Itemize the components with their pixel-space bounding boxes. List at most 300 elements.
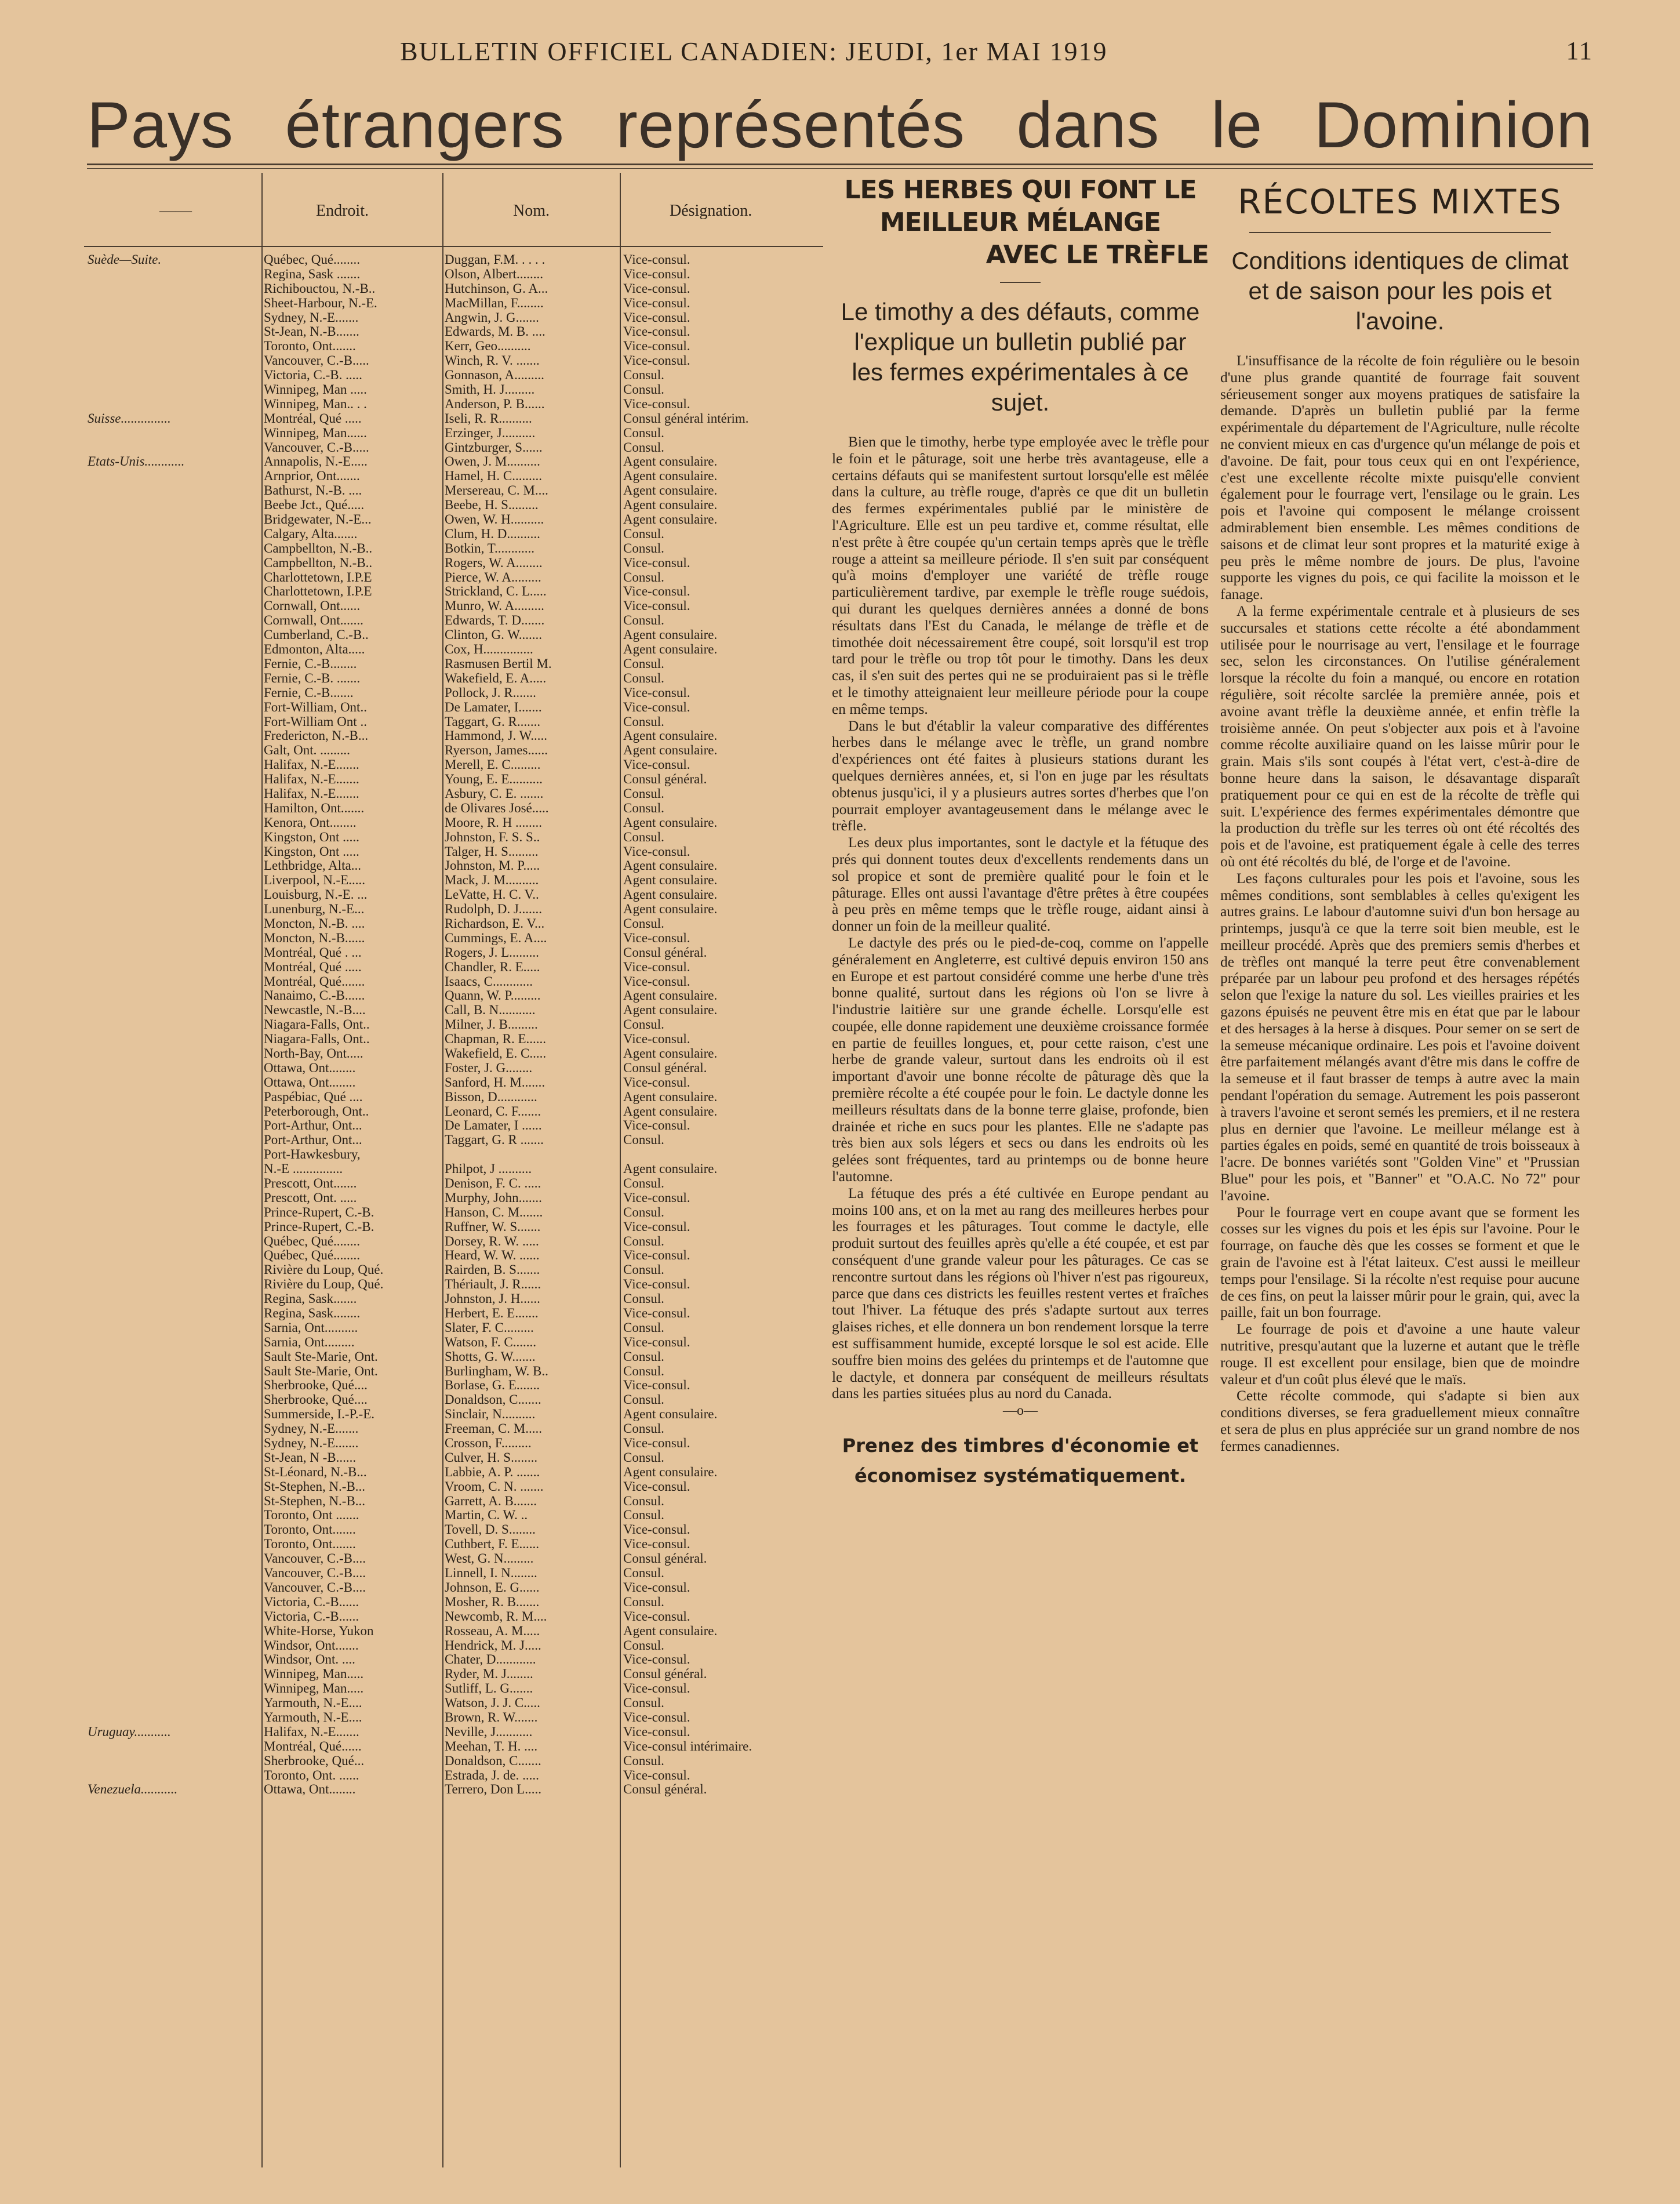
cell-place: St-Stephen, N.-B... (264, 1494, 366, 1508)
cell-name: Hanson, C. M....... (445, 1205, 543, 1219)
cell-role: Agent consulaire. (623, 989, 718, 1003)
cell-name: Tovell, D. S........ (445, 1523, 536, 1537)
cell-name: Talger, H. S......... (445, 844, 539, 859)
cell-place: Sarnia, Ont.......... (264, 1320, 358, 1335)
cell-name: Estrada, J. de. ..... (445, 1768, 539, 1782)
table-row (84, 830, 823, 845)
paragraph: Dans le but d'établir la valeur comparative des différentes herbes dans le mélange avec le trèfle, un grand nombre d'expériences ont été faites à plusieurs stations durant les quelques dernières années, et, si l'on en juge par les résultats obtenus jusqu'ici, il y a plusieurs autres sortes d'herbes que l'on pourrait employer avantageusement dans le mélange avec le trèfle. (832, 717, 1209, 834)
table-row (84, 1494, 823, 1509)
cell-role: Consul. (623, 1133, 664, 1148)
cell-role: Agent consulaire. (623, 873, 718, 888)
cell-role: Consul. (623, 426, 664, 440)
cell-role: Consul. (623, 1234, 664, 1248)
cell-name: Young, E. E.......... (445, 772, 543, 787)
cell-name: De Lamater, I ...... (445, 1119, 542, 1133)
cell-name: Smith, H. J......... (445, 383, 535, 397)
cell-name: Pollock, J. R....... (445, 685, 536, 700)
cell-role: Consul. (623, 1263, 664, 1277)
cell-role: Vice-consul. (623, 685, 690, 700)
cell-place: Windsor, Ont. .... (264, 1653, 355, 1667)
table-row (84, 1782, 823, 1797)
cell-place: Rivière du Loup, Qué. (264, 1263, 384, 1277)
paragraph: Le fourrage de pois et d'avoine a une haute valeur nutritive, presqu'autant que la luzerne et autant que le trèfle rouge. Il est excellent pour ensilage, bien que de moindre valeur et d'un coût plus élevé que le maïs. (1220, 1321, 1580, 1388)
paragraph: Les deux plus importantes, sont le dactyle et la fétuque des prés qui donnent toutes deux d'excellents rendements dans un sol propice et sont de première qualité pour le foin et le pâturage. Elles ont aussi l'avantage d'être prêtes à être coupées à peu près en même temps que le trèfle rouge, aidant ainsi à donner un foin de la meilleur qualité. (832, 834, 1209, 935)
cell-place: Paspébiac, Qué .... (264, 1090, 363, 1104)
cell-name: Pierce, W. A......... (445, 570, 541, 584)
heading-rule (1249, 232, 1551, 233)
table-row (84, 1364, 823, 1379)
cell-place: Calgary, Alta....... (264, 527, 358, 541)
table-row (84, 412, 823, 426)
cell-role: Consul. (623, 440, 664, 455)
cell-place: Winnipeg, Man..... (264, 1682, 364, 1696)
table-row (84, 1061, 823, 1076)
cell-role: Vice-consul. (623, 1306, 690, 1321)
cell-role: Consul général. (623, 1061, 707, 1075)
cell-role: Consul. (623, 383, 664, 397)
cell-place: Sheet-Harbour, N.-E. (264, 296, 377, 310)
table-row (84, 946, 823, 960)
cell-place: Sydney, N.-E....... (264, 310, 359, 325)
cell-name: Mosher, R. B....... (445, 1595, 540, 1609)
cell-place: Kingston, Ont ..... (264, 830, 359, 844)
table-row (84, 1639, 823, 1653)
table-row (84, 1653, 823, 1667)
cell-name: Newcomb, R. M.... (445, 1609, 547, 1624)
cell-place: Vancouver, C.-B.... (264, 1566, 366, 1581)
table-header-rule (84, 246, 823, 247)
cell-place: Galt, Ont. ......... (264, 743, 350, 758)
cell-name: Duggan, F.M. . . . . (445, 253, 546, 267)
cell-name: Johnson, E. G...... (445, 1580, 540, 1595)
table-row (84, 282, 823, 296)
table-row (84, 1248, 823, 1263)
cell-name: Quann, W. P......... (445, 989, 541, 1003)
cell-role: Consul. (623, 613, 664, 628)
cell-place: Regina, Sask ....... (264, 267, 361, 281)
cell-place: Halifax, N.-E....... (264, 772, 359, 787)
table-row (84, 1537, 823, 1552)
table-row (84, 1350, 823, 1364)
cell-place: Montréal, Qué ..... (264, 960, 362, 974)
table-row (84, 1148, 823, 1162)
table-row (84, 1177, 823, 1191)
cell-name: Labbie, A. P. ....... (445, 1465, 540, 1479)
paragraph: La fétuque des prés a été cultivée en Europe pendant au moins 100 ans, et on la met au rang des meilleures herbes pour les fourrages et les pâturages. Tout comme le dactyle, elle produit surtout des feuilles après qu'elle a été coupée, et est par conséquent d'une grande valeur pour les pâturages. Ce cas se rencontre surtout dans les régions où l'hiver n'est pas rigoureux, parce que dans ces districts les feuilles restent vertes et fraîches tout l'hiver. La fétuque des prés s'adapte surtout aux terres glaises riches, et elle donnera un bon rendement lorsque la terre est suffisamment humide, excepté lorsque le sol est acide. Elle souffre bien moins des gelées du printemps et de l'automne que le dactyle, et donnera par conséquent de meilleurs résultats dans les parties situées plus au nord du Canada. (832, 1185, 1209, 1402)
table-row (84, 527, 823, 542)
cell-role: Vice-consul. (623, 584, 690, 599)
table-row (84, 1220, 823, 1234)
cell-role: Agent consulaire. (623, 1090, 718, 1104)
table-row (84, 1566, 823, 1581)
cell-role: Vice-consul. (623, 1378, 690, 1393)
cell-role: Consul. (623, 714, 664, 729)
cell-name: Chapman, R. E...... (445, 1032, 547, 1047)
table-row (84, 354, 823, 368)
table-row (84, 1018, 823, 1032)
cell-place: Ottawa, Ont........ (264, 1061, 356, 1075)
cell-role: Vice-consul. (623, 1436, 690, 1451)
cell-place: Charlottetown, I.P.E (264, 584, 372, 599)
cell-place: Charlottetown, I.P.E (264, 570, 372, 584)
cell-name: Denison, F. C. ..... (445, 1177, 541, 1190)
running-head-title: BULLETIN OFFICIEL CANADIEN: JEUDI, 1er MAI 1919 (400, 37, 1108, 66)
cell-place: Montréal, Qué...... (264, 1739, 362, 1753)
article-herbes (832, 174, 1209, 2169)
cell-name: Linnell, I. N........ (445, 1566, 537, 1581)
table-row (84, 1292, 823, 1306)
cell-name: Cuthbert, F. E...... (445, 1537, 539, 1552)
cell-role: Consul. (623, 368, 664, 383)
cell-place: Prescott, Ont....... (264, 1177, 357, 1190)
cell-place: Toronto, Ont. ...... (264, 1768, 359, 1782)
cell-place: Port-Arthur, Ont... (264, 1119, 362, 1133)
cell-place: Kingston, Ont ..... (264, 844, 359, 859)
cell-role: Agent consulaire. (623, 1046, 718, 1061)
cell-place: Regina, Sask........ (264, 1306, 361, 1321)
cell-place: Windsor, Ont....... (264, 1638, 359, 1653)
headline-word: dans (1016, 88, 1160, 161)
cell-name: Ryerson, James...... (445, 743, 548, 758)
cell-name: Johnston, M. P..... (445, 859, 540, 873)
cell-place: St-Stephen, N.-B... (264, 1479, 366, 1494)
cell-name: Wakefield, E. C..... (445, 1046, 547, 1061)
cell-name: Dorsey, R. W. ..... (445, 1234, 539, 1248)
cell-name: Edwards, T. D....... (445, 613, 545, 628)
cell-role: Vice-consul. (623, 599, 690, 613)
cell-place: Fredericton, N.-B... (264, 729, 369, 743)
cell-name: Clinton, G. W....... (445, 628, 543, 642)
cell-name: Watson, F. C....... (445, 1335, 536, 1349)
cell-role: Vice-consul. (623, 844, 690, 859)
cell-place: Prince-Rupert, C.-B. (264, 1205, 374, 1219)
table-row (84, 1003, 823, 1018)
cell-name: Hammond, J. W..... (445, 729, 547, 743)
cell-name: Cox, H............... (445, 642, 533, 657)
cell-place: Victoria, C.-B. ..... (264, 368, 362, 383)
cell-role: Consul. (623, 1566, 664, 1581)
cell-name: Borlase, G. E....... (445, 1378, 540, 1393)
cell-role: Consul. (623, 1508, 664, 1523)
table-row (84, 1740, 823, 1754)
table-row (84, 1133, 823, 1148)
cell-place: Vancouver, C.-B..... (264, 440, 369, 455)
cell-place: Fernie, C.-B....... (264, 685, 354, 700)
table-row (84, 1076, 823, 1090)
cell-place: Arnprior, Ont....... (264, 469, 360, 484)
paragraph: Pour le fourrage vert en coupe avant que se forment les cosses sur les vignes du pois et les épis sur l'avoine. Pour le fourrage, on fauche dès que les cosses se forment et que le grain de l'avoine est à l'état laiteux. C'est aussi le meilleur temps pour l'ensilage. Si la récolte n'est requise pour aucune de ces fins, on peut la laisser mûrir pour le grain, qui, avec la paille, fait un bon fourrage. (1220, 1204, 1580, 1321)
cell-name: Chater, D............ (445, 1653, 536, 1667)
cell-role: Vice-consul. (623, 1653, 690, 1667)
cell-name: Edwards, M. B. .... (445, 325, 546, 339)
headline-word: représentés (616, 88, 965, 161)
cell-role: Agent consulaire. (623, 1003, 718, 1018)
table-row (84, 1523, 823, 1537)
table-body (84, 253, 823, 1797)
cell-role: Vice-consul intérimaire. (623, 1739, 752, 1753)
table-row (84, 1711, 823, 1725)
cell-place: Lethbridge, Alta... (264, 859, 361, 873)
headline-word: le (1211, 88, 1263, 161)
cell-name: Richardson, E. V... (445, 916, 545, 931)
cell-role: Consul. (623, 801, 664, 815)
table-row (84, 1610, 823, 1624)
cell-place: Halifax, N.-E....... (264, 758, 359, 772)
table-row (84, 902, 823, 917)
cell-role: Agent consulaire. (623, 1465, 718, 1479)
cell-name: West, G. N......... (445, 1552, 534, 1566)
cell-name: Hutchinson, G. A... (445, 281, 548, 296)
table-row (84, 873, 823, 888)
paragraph: Le dactyle des prés ou le pied-de-coq, comme on l'appelle généralement en Angleterre, est cultivé depuis environ 150 ans en Europe et est partout considéré comme une herbe d'une très bonne qualité, surtout dans les régions où l'on se livre à l'industrie laitière sur une grande échelle. Lorsqu'elle est coupée, elle donne rapidement une deuxième croissance formée en partie de feuilles longues, et, pour cette raison, c'est une herbe de grande valeur, surtout dans les endroits où il est important d'avoir une bonne récolte de pâturage dès que la première récolte a été coupée pour le foin. Le dactyle donne les meilleurs résultats dans de la bonne terre glaise, profonde, bien drainée et riche en sucs pour les plantes. Elle ne s'adapte pas très bien aux sols légers et secs ou dans les endroits où les gelées sont fréquentes, tard au printemps ou de bonne heure l'automne. (832, 934, 1209, 1185)
cell-role: Vice-consul. (623, 1768, 690, 1782)
table-row (84, 1119, 823, 1133)
cell-place: Yarmouth, N.-E.... (264, 1710, 362, 1724)
cell-role: Vice-consul. (623, 1479, 690, 1494)
cell-name: Watson, J. J. C..... (445, 1696, 540, 1711)
cell-role: Consul. (623, 1422, 664, 1436)
table-row (84, 1335, 823, 1350)
table-row (84, 498, 823, 513)
cell-role: Agent consulaire. (623, 469, 718, 484)
heading-line: MEILLEUR MÉLANGE (879, 208, 1161, 237)
cell-name: De Lamater, I....... (445, 700, 542, 714)
cell-role: Vice-consul. (623, 325, 690, 339)
header-place: Endroit. (316, 202, 369, 220)
cell-place: Richibouctou, N.-B.. (264, 281, 376, 296)
cell-place: Toronto, Ont....... (264, 339, 356, 354)
cell-name: Iseli, R. R.......... (445, 411, 532, 426)
closing-slogan: Prenez des timbres d'économie et économisez systématiquement. (842, 1435, 1199, 1487)
table-row (84, 1162, 823, 1177)
table-row (84, 1581, 823, 1595)
header-country: —— (159, 202, 192, 220)
cell-role: Vice-consul. (623, 1537, 690, 1552)
cell-place: Victoria, C.-B...... (264, 1595, 359, 1609)
cell-place: Port-Hawkesbury, (264, 1148, 361, 1162)
table-row (84, 1263, 823, 1277)
cell-place: St-Jean, N -B...... (264, 1450, 357, 1465)
cell-place: Québec, Qué........ (264, 1248, 361, 1263)
cell-place: Kenora, Ont........ (264, 815, 357, 830)
cell-name: Mersereau, C. M.... (445, 484, 548, 498)
heading-rule (1000, 282, 1041, 283)
cell-role: Consul. (623, 527, 664, 541)
cell-name: Anderson, P. B...... (445, 397, 545, 411)
representatives-table (84, 173, 823, 2167)
cell-place: Cornwall, Ont...... (264, 599, 361, 613)
cell-name: Garrett, A. B....... (445, 1494, 537, 1508)
table-row (84, 584, 823, 599)
cell-name: de Olivares José..... (445, 801, 549, 815)
cell-name: Terrero, Don L..... (445, 1782, 541, 1797)
table-row (84, 686, 823, 700)
cell-place: Campbellton, N.-B.. (264, 541, 373, 555)
cell-name: Johnston, F. S. S.. (445, 830, 540, 844)
cell-country: Uruguay........... (88, 1724, 171, 1739)
cell-country: Suisse............... (88, 411, 171, 426)
cell-place: White-Horse, Yukon (264, 1624, 374, 1638)
table-row (84, 325, 823, 339)
table-row (84, 772, 823, 787)
table-row (84, 931, 823, 946)
cell-place: Yarmouth, N.-E.... (264, 1696, 362, 1711)
cell-name: Taggart, G. R....... (445, 714, 541, 729)
cell-place: Annapolis, N.-E..... (264, 455, 368, 469)
cell-role: Consul. (623, 1638, 664, 1653)
cell-name: Isaacs, C............ (445, 974, 533, 989)
cell-place: Regina, Sask....... (264, 1292, 357, 1306)
cell-role: Agent consulaire. (623, 859, 718, 873)
table-row (84, 1393, 823, 1407)
cell-name: Slater, F. C......... (445, 1320, 534, 1335)
table-row (84, 1436, 823, 1451)
article-recoltes (1220, 174, 1580, 2169)
cell-name: Rogers, J. L......... (445, 945, 539, 960)
cell-place: Montréal, Qué ..... (264, 411, 362, 426)
table-row (84, 642, 823, 657)
cell-role: Consul. (623, 1349, 664, 1364)
table-row (84, 1508, 823, 1523)
cell-name: Ryder, M. J........ (445, 1667, 533, 1682)
cell-role: Consul. (623, 916, 664, 931)
cell-place: St-Jean, N.-B....... (264, 325, 359, 339)
cell-place: Campbellton, N.-B.. (264, 555, 373, 570)
cell-name: Owen, J. M.......... (445, 455, 540, 469)
table-row (84, 859, 823, 873)
cell-name: Gonnason, A......... (445, 368, 544, 383)
cell-name: Olson, Albert........ (445, 267, 543, 281)
cell-role: Agent consulaire. (623, 815, 718, 830)
cell-role: Agent consulaire. (623, 1162, 718, 1177)
table-row (84, 556, 823, 571)
cell-name: Merell, E. C......... (445, 758, 541, 772)
cell-role: Vice-consul. (623, 310, 690, 325)
cell-role: Consul général. (623, 1552, 707, 1566)
cell-place: Summerside, I.-P.-E. (264, 1407, 375, 1422)
heading-line: AVEC LE TRÈFLE (986, 240, 1209, 270)
cell-place: Fernie, C.-B........ (264, 656, 357, 671)
cell-place: Nanaimo, C.-B...... (264, 989, 365, 1003)
table-row (84, 1191, 823, 1206)
cell-role: Agent consulaire. (623, 1104, 718, 1119)
cell-role: Agent consulaire. (623, 729, 718, 743)
table-row (84, 397, 823, 412)
cell-place: Cornwall, Ont....... (264, 613, 363, 628)
cell-place: Montréal, Qué . ... (264, 945, 362, 960)
cell-name: Herbert, E. E....... (445, 1306, 539, 1321)
cell-place: Vancouver, C.-B.... (264, 1552, 366, 1566)
cell-place: Beebe Jct., Qué..... (264, 498, 365, 513)
heading-line: LES HERBES QUI FONT LE (844, 175, 1197, 205)
cell-place: Cumberland, C.-B.. (264, 628, 369, 642)
cell-role: Agent consulaire. (623, 888, 718, 902)
table-row (84, 1321, 823, 1335)
cell-name: Sinclair, N.......... (445, 1407, 536, 1422)
cell-place: Vancouver, C.-B..... (264, 354, 369, 368)
table-row (84, 845, 823, 859)
table-row (84, 1105, 823, 1119)
cell-name: Donaldson, C....... (445, 1393, 541, 1407)
cell-name: MacMillan, F........ (445, 296, 544, 310)
headline-rule (87, 164, 1593, 165)
cell-role: Vice-consul. (623, 281, 690, 296)
table-row (84, 339, 823, 354)
running-head (87, 32, 1593, 67)
cell-name: Rosseau, A. M..... (445, 1624, 540, 1638)
table-row (84, 1206, 823, 1220)
cell-name: Hendrick, M. J..... (445, 1638, 541, 1653)
cell-place: Sherbrooke, Qué.... (264, 1393, 368, 1407)
table-row (84, 267, 823, 282)
table-row (84, 383, 823, 397)
cell-name: Rairden, B. S....... (445, 1263, 540, 1277)
table-row (84, 1090, 823, 1105)
cell-role: Vice-consul. (623, 1075, 690, 1090)
cell-name: Asbury, C. E. ....... (445, 786, 544, 801)
paragraph: Bien que le timothy, herbe type employée avec le trèfle pour le foin et le pâturage, soit une herbe très avantageuse, elle a certains défauts qui se manifestent surtout lorsqu'elle est mêlée dans la culture, au trèfle rouge, d'après ce que dit un bulletin des fermes expérimentales publié par le ministère de l'Agriculture. Elle est un peu tardive et, comme résultat, elle n'est prête à être coupée qu'un certain temps après que le trèfle rouge a atteint sa meilleure période. Il s'en suit par conséquent qu'à moins d'employer une variété de trèfle rouge particulièrement tardive, par exemple le trèfle rouge suédois, qui durant les quelques dernières années a donné de bons résultats dans l'Est du Canada, le mélange de trèfle et de timothée doit nécessairement être coupé, soit lorsqu'il est trop tard pour le trèfle ou trop tôt pour le timothy. Dans les deux cas, il s'en suit des pertes qui ne se produiraient pas si le trèfle et le timothy atteignaient leur meilleure période pour la coupe en même temps. (832, 434, 1209, 717)
cell-place: Sarnia, Ont......... (264, 1335, 355, 1349)
cell-role: Consul général. (623, 945, 707, 960)
cell-name: Murphy, John....... (445, 1190, 542, 1205)
table-row (84, 917, 823, 931)
article-heading: RÉCOLTES MIXTES (1238, 182, 1562, 222)
paragraph: Les façons culturales pour les pois et l'avoine, sous les mêmes conditions, sont semblables à celles qu'exigent les autres grains. Le labour d'automne suivi d'un bon hersage au printemps, jusqu'à ce que la terre soit bien meuble, est le meilleur procédé. Après que des premiers semis d'herbes et de trèfles ont manqué la terre peut être convenablement préparée par un labour peu profond et des hersages répétés selon que l'exige la nature du sol. Les vieilles prairies et les gazons épuisés ne peuvent être mis en état que par le labour et des hersages à la herse à disques. Pour semer on se sert de la semeuse mécanique ordinaire. Les pois et l'avoine doivent être parfaitement mélangés avant d'être mis dans le coffre de la semeuse et il faut brasser de temps à autre avec la main pendant l'opération du semage. Autrement les pois passeront à travers l'avoine et seront semés les premiers, et il ne restera plus en dernier que l'avoine. Le meilleur mélange est à parties égales en poids, semé en quantité de trois boisseaux à l'acre. De bonnes variétés sont "Golden Vine" et "Prussian Blue" pour les pois, et "Banner" et "O.A.C. No 72" pour l'avoine. (1220, 870, 1580, 1204)
cell-name: Moore, R. H ........ (445, 815, 543, 830)
cell-place: Winnipeg, Man...... (264, 426, 367, 440)
article-deck: Conditions identiques de climat et de saison pour les pois et l'avoine. (1231, 247, 1569, 335)
table-row (84, 671, 823, 686)
table-row (84, 975, 823, 989)
paragraph: L'insuffisance de la récolte de foin régulière ou le besoin d'une plus grande quantité de fourrage fait souvent sérieusement songer aux moyens pratiques de satisfaire la demande. D'après un bulletin publié par la ferme expérimentale du département de l'Agriculture, nulle récolte ne convient mieux en cas d'urgence qu'un mélange de pois et d'avoine. De fait, pour tous ceux qui en ont l'expérience, c'est une excellente récolte mixte puisqu'elle convient également pour le fourrage vert, l'ensilage ou le grain. Les pois et l'avoine qui composent le mélange croissent admirablement bien ensemble. Les mêmes conditions de saisons et de climat leur sont propres et la maturité exige à peu près le même nombre de jours. De plus, l'avoine supporte les vignes du pois, ce qui facilite la moisson et le fanage. (1220, 353, 1580, 603)
table-row (84, 1725, 823, 1740)
table-row (84, 469, 823, 484)
cell-name: Rudolph, D. J....... (445, 902, 543, 917)
cell-role: Vice-consul. (623, 700, 690, 714)
cell-role: Vice-consul. (623, 1032, 690, 1047)
cell-name: Vroom, C. N. ....... (445, 1479, 544, 1494)
cell-place: Toronto, Ont....... (264, 1523, 356, 1537)
table-row (84, 1234, 823, 1249)
cell-place: Louisburg, N.-E. ... (264, 888, 368, 902)
cell-role: Consul. (623, 1205, 664, 1219)
cell-name: Clum, H. D.......... (445, 527, 540, 541)
article-heading (832, 174, 1209, 271)
cell-name: Taggart, G. R ....... (445, 1133, 544, 1148)
cell-place: Port-Arthur, Ont... (264, 1133, 362, 1148)
page-headline (87, 87, 1593, 162)
cell-country: Etats-Unis............ (88, 455, 185, 469)
table-row (84, 1465, 823, 1480)
cell-name: Brown, R. W....... (445, 1710, 538, 1724)
article-body (832, 434, 1209, 1402)
cell-place: Sydney, N.-E....... (264, 1422, 359, 1436)
cell-role: Vice-consul. (623, 1724, 690, 1739)
cell-role: Vice-consul. (623, 354, 690, 368)
cell-place: Sherbrooke, Qué... (264, 1753, 365, 1768)
table-row (84, 729, 823, 743)
cell-place: Halifax, N.-E....... (264, 1724, 359, 1739)
cell-name: Leonard, C. F....... (445, 1104, 541, 1119)
cell-place: Toronto, Ont....... (264, 1537, 356, 1552)
cell-role: Agent consulaire. (623, 498, 718, 513)
table-row (84, 1032, 823, 1047)
cell-role: Agent consulaire. (623, 484, 718, 498)
cell-place: Sydney, N.-E....... (264, 1436, 359, 1451)
cell-name: Ruffner, W. S....... (445, 1219, 541, 1234)
table-row (84, 1277, 823, 1292)
cell-role: Consul. (623, 1696, 664, 1711)
